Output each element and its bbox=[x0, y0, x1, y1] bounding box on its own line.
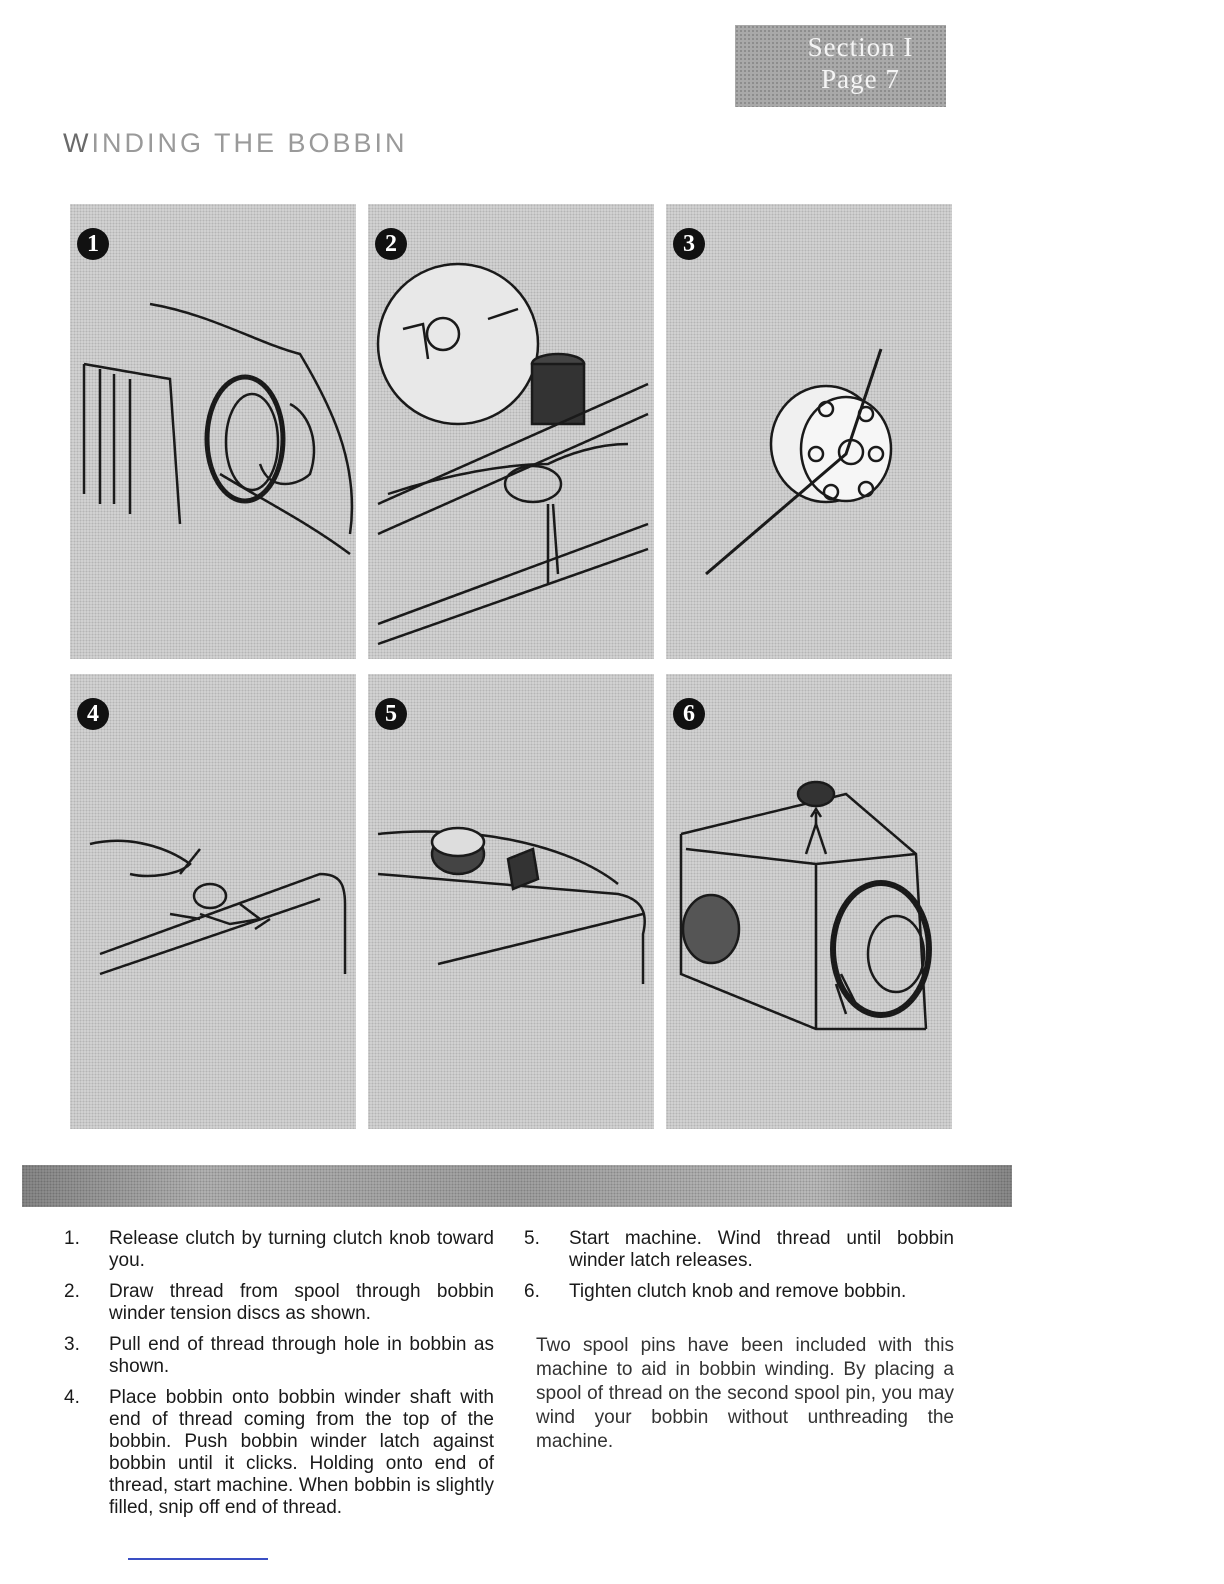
steps-left-column bbox=[64, 1228, 494, 1528]
step-text: Place bobbin onto bobbin winder shaft with end of thread coming from the top of the bobbin. Push bobbin winder latch against bobbin until it clicks. Holding onto end of thread, start machine. When bobbin is slightly filled, snip off end of thread. bbox=[109, 1387, 494, 1518]
step-number: 5. bbox=[524, 1228, 540, 1249]
step-6 bbox=[524, 1281, 954, 1303]
figure-number-2: 2 bbox=[375, 228, 407, 260]
figure-5 bbox=[368, 674, 654, 1129]
step-number: 4. bbox=[64, 1387, 80, 1408]
footer-rule bbox=[128, 1558, 268, 1560]
figure-number-3: 3 bbox=[673, 228, 705, 260]
figure-2 bbox=[368, 204, 654, 659]
step-text: Release clutch by turning clutch knob toward you. bbox=[109, 1228, 494, 1271]
figure-number-1: 1 bbox=[77, 228, 109, 260]
step-text: Start machine. Wind thread until bobbin winder latch releases. bbox=[569, 1228, 954, 1271]
spool-pin-note: Two spool pins have been included with this machine to aid in bobbin winding. By placing a spool of thread on the second spool pin, you may wind your bobbin without unthreading the machine. bbox=[536, 1335, 954, 1452]
step-5 bbox=[524, 1228, 954, 1272]
remove-bobbin-illustration bbox=[666, 674, 952, 1129]
bobbin-thread-illustration bbox=[666, 204, 952, 659]
thread-tension-illustration bbox=[368, 204, 654, 659]
step-number: 3. bbox=[64, 1334, 80, 1355]
step-4 bbox=[64, 1387, 494, 1519]
section-page-label bbox=[735, 25, 946, 107]
step-number: 1. bbox=[64, 1228, 80, 1249]
bobbin-winder-shaft-illustration bbox=[70, 674, 356, 1129]
steps-right-column bbox=[524, 1228, 954, 1312]
step-text: Tighten clutch knob and remove bobbin. bbox=[569, 1281, 907, 1302]
figure-number-6: 6 bbox=[673, 698, 705, 730]
page-title: WINDING THE BOBBIN bbox=[63, 128, 408, 158]
figure-1 bbox=[70, 204, 356, 659]
figure-3 bbox=[666, 204, 952, 659]
section-label: Section I bbox=[807, 32, 914, 62]
figure-4 bbox=[70, 674, 356, 1129]
figure-number-5: 5 bbox=[375, 698, 407, 730]
bobbin-winding-illustration bbox=[368, 674, 654, 1129]
step-text: Pull end of thread through hole in bobbin as shown. bbox=[109, 1334, 494, 1377]
figure-number-4: 4 bbox=[77, 698, 109, 730]
clutch-knob-illustration bbox=[70, 204, 356, 659]
figure-6 bbox=[666, 674, 952, 1129]
step-3 bbox=[64, 1334, 494, 1378]
step-2 bbox=[64, 1281, 494, 1325]
step-number: 6. bbox=[524, 1281, 540, 1302]
page-label: Page 7 bbox=[821, 64, 900, 94]
section-divider bbox=[22, 1165, 1012, 1207]
step-text: Draw thread from spool through bobbin winder tension discs as shown. bbox=[109, 1281, 494, 1324]
step-number: 2. bbox=[64, 1281, 80, 1302]
step-1 bbox=[64, 1228, 494, 1272]
